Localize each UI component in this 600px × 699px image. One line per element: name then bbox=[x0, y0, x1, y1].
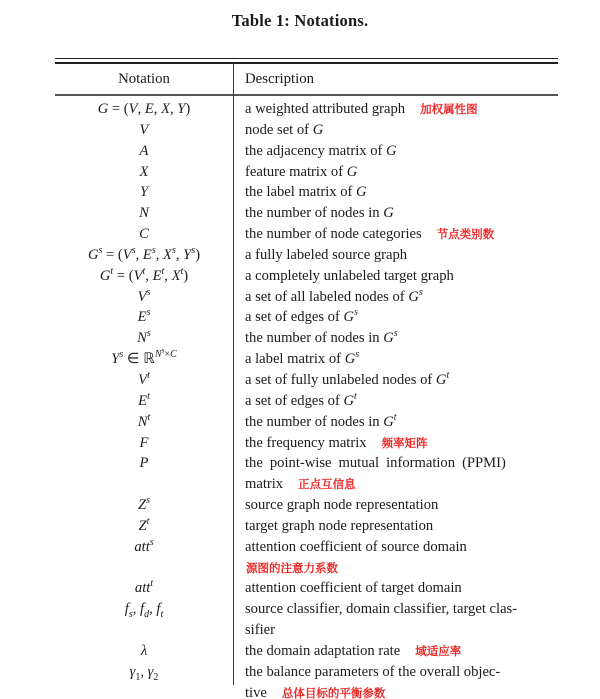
notation-cell: $E^s$ bbox=[137, 307, 151, 326]
notation-cell: $\gamma_1$, $\gamma_2$ bbox=[129, 663, 159, 683]
table-row bbox=[55, 578, 558, 599]
table-row bbox=[55, 203, 558, 224]
table-row bbox=[55, 141, 558, 162]
notation-cell: $G^t = (V^t$, $E^t$, $X^t$) bbox=[99, 265, 189, 284]
table-row bbox=[55, 370, 558, 391]
annotation-note: 节点类别数 bbox=[436, 227, 495, 242]
notation-cell: $Z^t$ bbox=[138, 516, 150, 534]
notation-cell: F bbox=[139, 434, 149, 451]
notations-table bbox=[55, 58, 558, 699]
description-cell: a set of all labeled nodes of $G^s$ bbox=[245, 286, 423, 305]
table-row bbox=[55, 641, 558, 662]
description-cell: a weighted attributed graph 加权属性图 bbox=[245, 101, 478, 117]
description-cell: a fully labeled source graph bbox=[245, 246, 408, 263]
notation-cell: $N^s$ bbox=[137, 328, 151, 347]
notation-cell: $G^s = (V^s$, $E^s$, $X^s$, $Y^s$) bbox=[87, 245, 201, 263]
description-cell: the number of nodes in G bbox=[245, 205, 394, 222]
description-cell: the adjacency matrix of G bbox=[245, 142, 397, 159]
description-cell: node set of G bbox=[245, 121, 324, 138]
description-cell: the balance parameters of the overall objec- tive 总体目标的平衡参数 bbox=[245, 663, 501, 699]
table-caption: Table 1: Notations. bbox=[231, 11, 369, 30]
description-cell: the number of nodes in $G^s$ bbox=[245, 328, 398, 347]
table-row bbox=[55, 516, 558, 537]
description-cell: attention coefficient of source domain源图的注意力系数 bbox=[245, 538, 467, 575]
notation-cell: $E^t$ bbox=[138, 390, 150, 409]
description-cell: the domain adaptation rate 域适应率 bbox=[245, 642, 462, 659]
table-row bbox=[55, 307, 558, 328]
description-cell: source graph node representation bbox=[245, 497, 439, 514]
notation-cell: P bbox=[139, 455, 149, 472]
notation-cell: Y bbox=[139, 184, 149, 201]
notation-cell: $N^t$ bbox=[137, 411, 151, 430]
annotation-note: 加权属性图 bbox=[420, 102, 478, 116]
table-row bbox=[55, 287, 558, 308]
table-row bbox=[55, 495, 558, 516]
notation-cell: $V^t$ bbox=[138, 370, 150, 388]
notation-cell: V bbox=[139, 121, 149, 138]
description-cell: a label matrix of $G^s$ bbox=[245, 349, 360, 368]
table-row bbox=[55, 662, 558, 699]
notation-cell: N bbox=[139, 205, 149, 222]
header-description: Description bbox=[245, 70, 315, 87]
table-row bbox=[55, 537, 558, 579]
notation-cell: $f_s$, $f_d$, $f_t$ bbox=[124, 601, 164, 621]
description-cell: the number of nodes in $G^t$ bbox=[245, 411, 397, 430]
description-cell: the number of node categories 节点类别数 bbox=[245, 226, 495, 243]
annotation-note: 频率矩阵 bbox=[381, 435, 428, 450]
description-cell: a set of edges of $G^s$ bbox=[245, 307, 358, 326]
notation-cell: $Y^s$ ∈ ℝ$^{N^s\times C}$ bbox=[111, 345, 177, 368]
header-notation: Notation bbox=[118, 70, 170, 87]
table-row bbox=[55, 99, 558, 120]
notation-cell: λ bbox=[140, 642, 148, 659]
description-cell: a set of edges of $G^t$ bbox=[245, 390, 357, 409]
description-cell: the point-wise mutual information (PPMI) matrix 正点互信息 bbox=[245, 455, 506, 493]
description-cell: the frequency matrix 频率矩阵 bbox=[245, 434, 428, 451]
table-row bbox=[55, 345, 558, 370]
column-divider bbox=[233, 63, 234, 685]
notation-cell: G = (V, E, X, Y) bbox=[97, 101, 191, 117]
table-row bbox=[55, 245, 558, 266]
notation-cell: C bbox=[139, 226, 149, 243]
annotation-note: 正点互信息 bbox=[298, 477, 356, 492]
description-cell: target graph node representation bbox=[245, 517, 434, 534]
table-row bbox=[55, 599, 558, 641]
notation-cell: $Z^s$ bbox=[137, 495, 151, 514]
table-row bbox=[55, 433, 558, 454]
notation-cell: $V^s$ bbox=[137, 286, 151, 305]
table-row bbox=[55, 412, 558, 433]
description-cell: a completely unlabeled target graph bbox=[245, 267, 454, 284]
table-row bbox=[55, 328, 558, 349]
description-cell: source classifier, domain classifier, target clas- sifier bbox=[245, 601, 518, 639]
description-cell: a set of fully unlabeled nodes of $G^t$ bbox=[245, 370, 450, 388]
description-cell: attention coefficient of target domain bbox=[245, 580, 462, 597]
table-row bbox=[55, 162, 558, 183]
notation-cell: X bbox=[139, 163, 149, 180]
table-header-row bbox=[55, 64, 558, 94]
table-row bbox=[55, 182, 558, 203]
notation-cell: A bbox=[139, 142, 149, 159]
annotation-note: 源图的注意力系数 bbox=[246, 560, 338, 575]
table-row bbox=[55, 266, 558, 287]
notation-cell: att$^s$ bbox=[134, 536, 154, 555]
table-row bbox=[55, 453, 558, 495]
table-row bbox=[55, 391, 558, 412]
table-row bbox=[55, 120, 558, 141]
annotation-note: 域适应率 bbox=[415, 643, 462, 658]
notation-cell: att$^t$ bbox=[134, 578, 154, 597]
table-row bbox=[55, 224, 558, 245]
description-cell: feature matrix of G bbox=[245, 163, 358, 180]
annotation-note: 总体目标的平衡参数 bbox=[281, 685, 386, 699]
table-body bbox=[55, 96, 558, 699]
description-cell: the label matrix of G bbox=[245, 184, 367, 201]
